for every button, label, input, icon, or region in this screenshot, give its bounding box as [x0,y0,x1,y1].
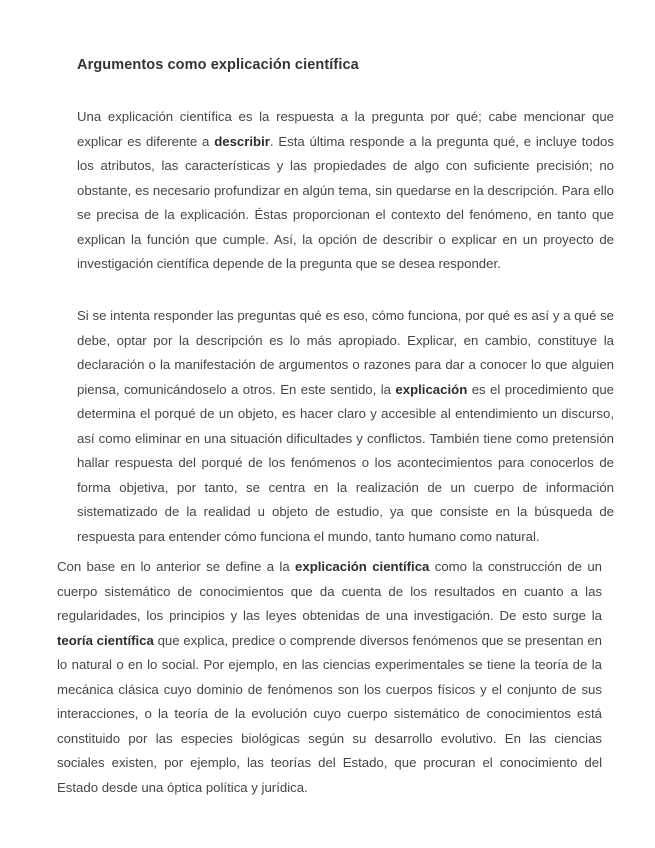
paragraph-text: Con base en lo anterior se define a la [57,559,296,574]
section-title: Argumentos como explicación científica [77,57,359,73]
paragraph-text: que explica, predice o comprende diversos fenómenos que se presentan en lo natural o en lo social. Por ejemplo, en las ciencias experimentales se tiene la teoría de la mecánica clásica cuyo dominio de fenómenos son los cuerpos físicos y el conjunto de sus interacciones, o la teoría de la evolución cuyo cuerpo sistemático de conocimientos está constituido por las especies biológicas según su desarrollo evolutivo. En las ciencias sociales existen, por ejemplo, las teorías del Estado, que procuran el conocimiento del Estado desde una óptica política y jurídica. [57,632,602,795]
bold-term-teoria-cientifica: teoría científica [57,632,154,648]
bold-term-explicacion: explicación [395,381,468,397]
paragraph-text: Si se intenta responder las preguntas qué es eso, cómo funciona, por qué es así y a qué se debe, optar por la descripción es lo más apropiado. Explicar, en cambio, constituye la declaración o la manifestación de argumentos o razones para dar a conocer lo que alguien piensa, comunicándoselo a otros. En este sentido, la [77,308,614,397]
paragraph-describir [77,105,614,277]
paragraph-text: como la construcción de un cuerpo sistemático de conocimientos que da cuenta de los resultados en cuanto a las regularidades, los principios y las leyes obtenidas de una investigación. De esto surge la [57,559,603,623]
paragraph-teoria-cientifica [57,555,602,800]
paragraph-text: es el procedimiento que determina el porqué de un objeto, es hacer claro y accesible al entendimiento un discurso, así como eliminar en una situación dificultades y conflictos. También tiene como pretensión hallar respuesta del porqué de los fenómenos o los acontecimientos para conocerlos de forma objetiva, por tanto, se centra en la realización de un cuerpo de información sistematizado de la realidad u objeto de estudio, ya que consiste en la búsqueda de respuesta para entender cómo funciona el mundo, tanto humano como natural. [77,381,615,544]
bold-term-explicacion-cientifica: explicación científica [295,559,430,574]
paragraph-explicacion [77,304,614,549]
paragraph-text: Una explicación científica es la respuesta a la pregunta por qué; cabe mencionar que explicar es diferente a [77,109,614,149]
bold-term-describir: describir [214,133,270,149]
paragraph-text: . Esta última responde a la pregunta qué, e incluye todos los atributos, las características y las propiedades de algo con suficiente precisión; no obstante, es necesario profundizar en algún tema, sin quedarse en la descripción. Para ello se precisa de la explicación. Éstas proporcionan el contexto del fenómeno, en tanto que explican la función que cumple. Así, la opción de describir o explicar en un proyecto de investigación científica depende de la pregunta que se desea responder. [77,133,614,271]
